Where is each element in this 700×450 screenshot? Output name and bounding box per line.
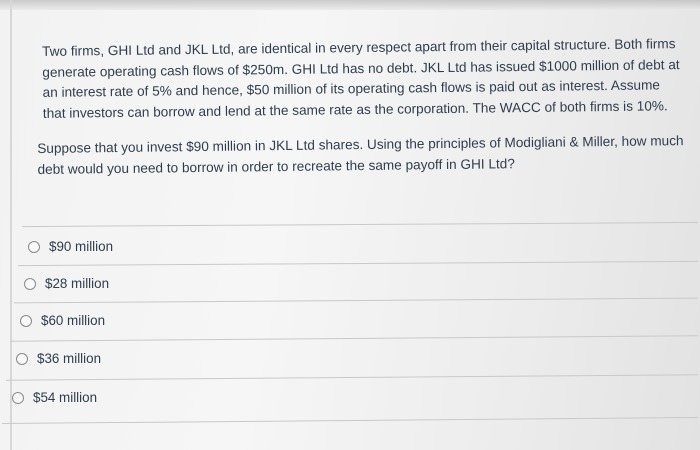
answer-option-label: $28 million bbox=[45, 276, 110, 291]
answer-option[interactable] bbox=[20, 313, 105, 328]
radio-button-icon[interactable] bbox=[12, 392, 24, 404]
radio-button-icon[interactable] bbox=[16, 353, 28, 365]
question-prompt-text: Suppose that you invest $90 million in JKL Ltd shares. Using the principles of Modigliani & Miller, how much debt would you need to borrow in order to recreate the same payoff in GHI Ltd? bbox=[37, 133, 684, 177]
answer-option-label: $54 million bbox=[33, 390, 98, 405]
answer-option[interactable] bbox=[24, 276, 109, 291]
question-block bbox=[36, 34, 688, 180]
answer-option[interactable] bbox=[12, 390, 97, 405]
question-context-text: Two firms, GHI Ltd and JKL Ltd, are identical in every respect apart from their capital structure. Both firms generate operating cash flows of $250m. GHI Ltd has no debt. JKL Ltd has issued $1000 million of debt at an interest rate of 5% and hence, $50 million of its operating cash flows is paid out as interest. Assume that investors can borrow and lend at the same rate as the corporation. The WACC of both firms is 10%. bbox=[42, 36, 680, 121]
answer-option-label: $90 million bbox=[49, 239, 114, 254]
option-divider bbox=[10, 335, 698, 341]
answer-option-label: $60 million bbox=[41, 313, 106, 328]
top-edge-shadow bbox=[0, 0, 700, 10]
option-divider bbox=[6, 374, 698, 380]
radio-button-icon[interactable] bbox=[28, 241, 40, 253]
radio-button-icon[interactable] bbox=[24, 278, 36, 290]
radio-button-icon[interactable] bbox=[20, 315, 32, 327]
left-border bbox=[10, 0, 12, 450]
option-divider bbox=[22, 222, 698, 227]
answer-option-label: $36 million bbox=[37, 351, 102, 366]
option-divider bbox=[18, 261, 698, 266]
option-divider bbox=[14, 298, 698, 304]
answer-option[interactable] bbox=[16, 351, 101, 366]
answer-option[interactable] bbox=[28, 239, 113, 254]
option-divider bbox=[2, 417, 698, 424]
